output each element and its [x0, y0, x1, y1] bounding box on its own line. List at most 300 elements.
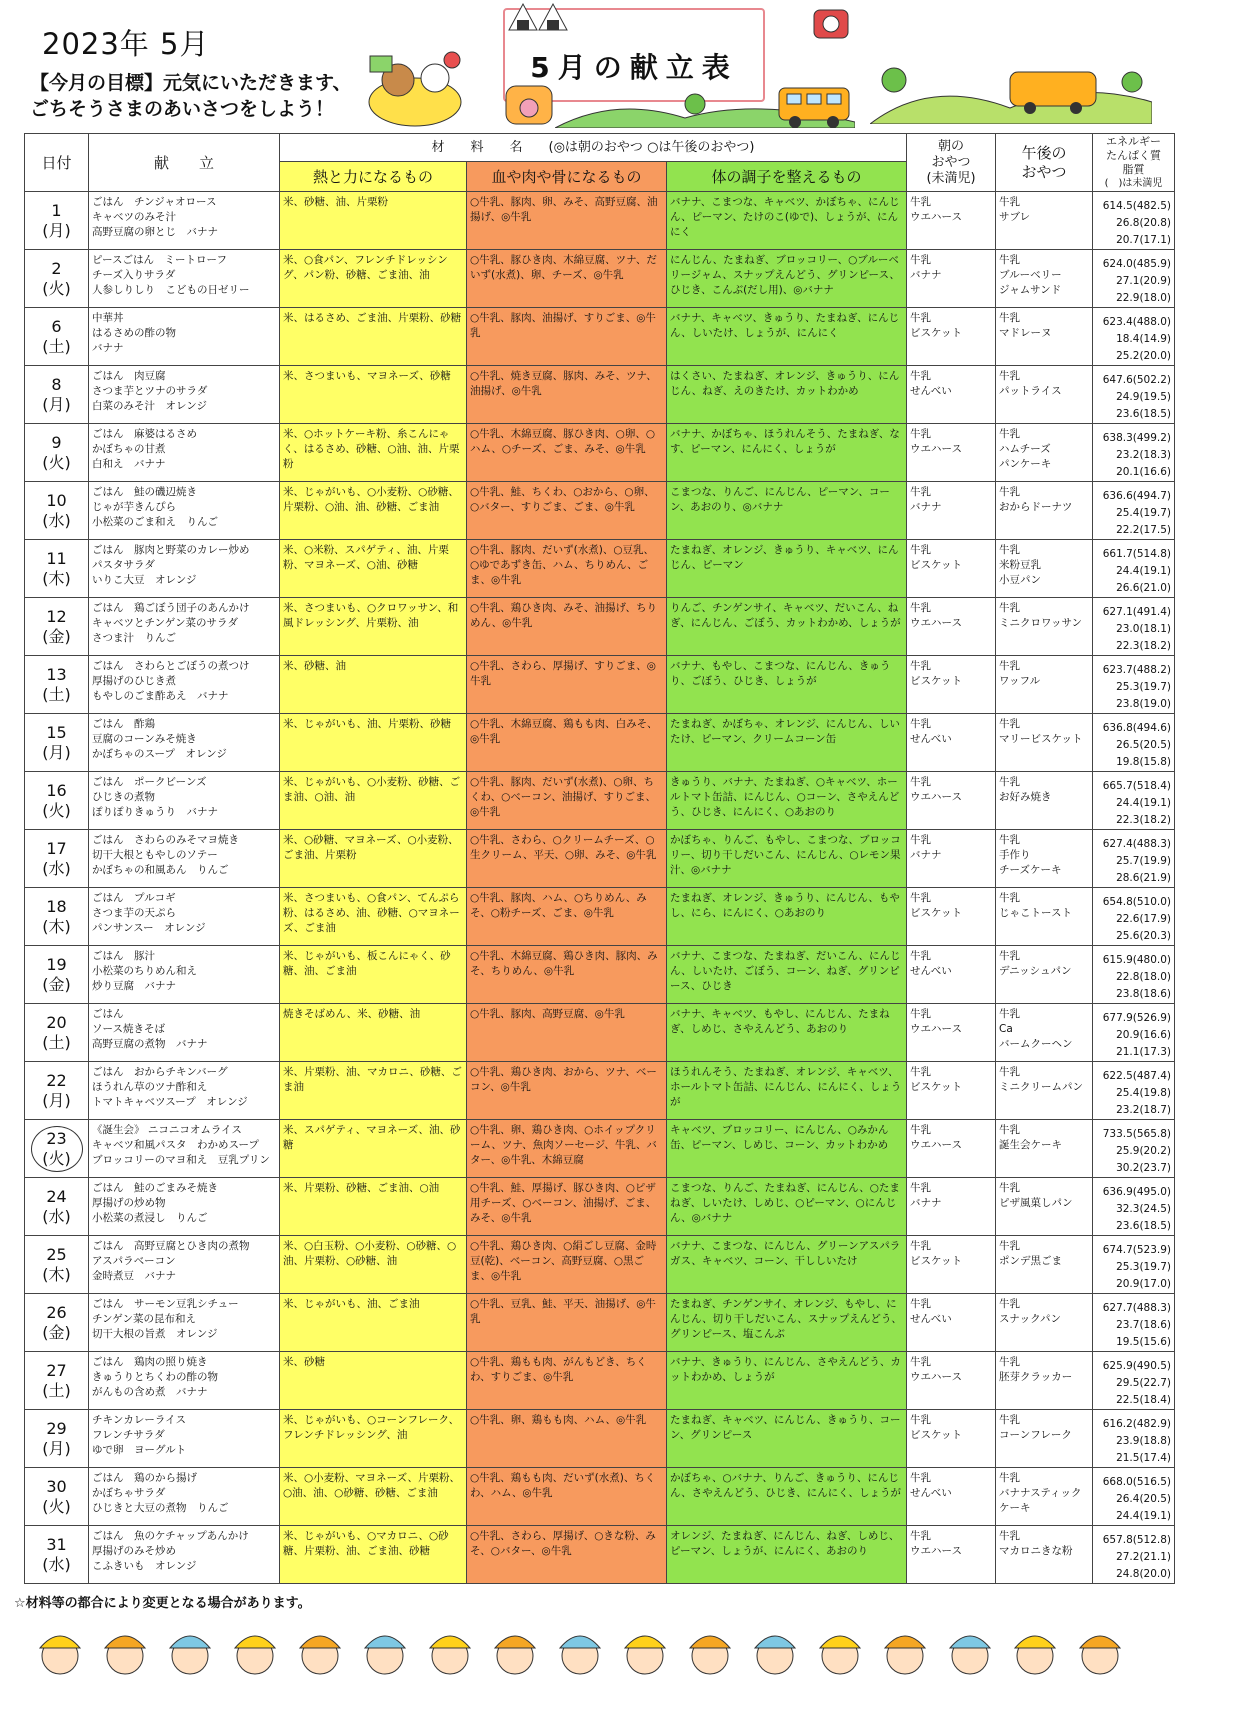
- menu-item: キャベツとチンゲン菜のサラダ: [92, 617, 238, 629]
- menu-item: 白和え バナナ: [92, 458, 166, 470]
- menu-cell: [89, 540, 280, 598]
- menu-cell: [89, 424, 280, 482]
- morning-snack-cell: [907, 772, 996, 830]
- energy-foods-cell: 米、じゃがいも、○コーンフレーク、フレンチドレッシング、油: [280, 1410, 467, 1468]
- energy-foods-cell: 焼きそばめん、米、砂糖、油: [280, 1004, 467, 1062]
- menu-cell: [89, 946, 280, 1004]
- day-number: 9: [51, 432, 62, 452]
- day-of-week: (月): [42, 220, 71, 240]
- body-building-foods-cell: ○牛乳、豚肉、油揚げ、すりごま、◎牛乳: [467, 308, 667, 366]
- morning-snack-cell: [907, 1468, 996, 1526]
- nutrition-cell: [1093, 1236, 1175, 1294]
- afternoon-snack-cell: [996, 598, 1093, 656]
- menu-cell: [89, 1004, 280, 1062]
- snack-item: チーズケーキ: [999, 864, 1062, 876]
- snack-item: 牛乳: [999, 1472, 1021, 1484]
- morning-snack-cell: [907, 308, 996, 366]
- day-of-week: (木): [42, 1264, 71, 1284]
- fat-value: 22.5(18.4): [1116, 1394, 1172, 1406]
- regulating-foods-cell: バナナ、キャベツ、きゅうり、たまねぎ、にんじん、しいたけ、しょうが、にんにく: [667, 308, 907, 366]
- energy-value: 661.7(514.8): [1102, 548, 1172, 560]
- kid-hat-icon: [40, 1636, 80, 1648]
- fat-value: 23.6(18.5): [1116, 408, 1172, 420]
- day-number: 16: [46, 780, 67, 800]
- menu-item: 炒り豆腐 バナナ: [92, 980, 176, 992]
- snack-item: バナナ: [910, 501, 942, 513]
- energy-value: 668.0(516.5): [1102, 1476, 1172, 1488]
- snack-item: ウエハース: [910, 617, 962, 629]
- day-number: 22: [46, 1070, 67, 1090]
- menu-item: 厚揚げの炒め物: [92, 1197, 166, 1209]
- nutrition-cell: [1093, 1062, 1175, 1120]
- day-of-week: (土): [42, 336, 71, 356]
- morning-snack-cell: [907, 946, 996, 1004]
- day-of-week: (火): [42, 1148, 71, 1168]
- kid-hat-icon: [365, 1636, 405, 1648]
- day-of-week: (月): [42, 1090, 71, 1110]
- menu-item: きゅうりとちくわの酢の物: [92, 1371, 218, 1383]
- regulating-foods-cell: かぼちゃ、りんご、もやし、こまつな、ブロッコリー、切り干しだいこん、にんじん、○レモン果汁、◎バナナ: [667, 830, 907, 888]
- banner-title: 5月の献立表: [530, 51, 738, 84]
- snack-item: 牛乳: [999, 892, 1021, 904]
- day-of-week: (土): [42, 1032, 71, 1052]
- table-row: [25, 888, 1175, 946]
- menu-cell: [89, 656, 280, 714]
- morning-line-1: 朝の: [938, 138, 965, 154]
- protein-value: 24.4(19.1): [1116, 797, 1172, 809]
- snack-item: ビスケット: [910, 1429, 962, 1441]
- kids-border-illustration: [30, 1622, 1160, 1682]
- day-of-week: (月): [42, 742, 71, 762]
- snack-item: マカロニきな粉: [999, 1545, 1073, 1557]
- nutrition-cell: [1093, 772, 1175, 830]
- day-number: 25: [46, 1244, 67, 1264]
- nutrition-cell: [1093, 424, 1175, 482]
- protein-value: 32.3(24.5): [1116, 1203, 1172, 1215]
- snack-item: スナックパン: [999, 1313, 1061, 1325]
- body-building-foods-cell: ○牛乳、豆乳、鮭、平天、油揚げ、◎牛乳: [467, 1294, 667, 1352]
- body-building-foods-cell: ○牛乳、鮭、ちくわ、○おから、○卵、○バター、すりごま、ごま、◎牛乳: [467, 482, 667, 540]
- menu-item: キャベツのみそ汁: [92, 211, 176, 223]
- date-cell: [25, 540, 89, 598]
- energy-value: 623.7(488.2): [1102, 664, 1172, 676]
- afternoon-snack-cell: [996, 714, 1093, 772]
- afternoon-snack-cell: [996, 424, 1093, 482]
- date-cell: [25, 830, 89, 888]
- protein-value: 25.3(19.7): [1116, 1261, 1172, 1273]
- menu-item: ごはん: [92, 1008, 124, 1020]
- date-cell: [25, 1120, 89, 1178]
- energy-value: 615.9(480.0): [1102, 954, 1172, 966]
- day-number: 30: [46, 1476, 67, 1496]
- body-building-foods-cell: ○牛乳、さわら、厚揚げ、すりごま、◎牛乳: [467, 656, 667, 714]
- kid-hat-icon: [300, 1636, 340, 1648]
- morning-snack-cell: [907, 598, 996, 656]
- fat-value: 23.2(18.7): [1116, 1104, 1172, 1116]
- rice-ball-icon: [505, 0, 575, 34]
- snack-item: ビスケット: [910, 675, 962, 687]
- protein-value: 26.8(20.8): [1116, 217, 1172, 229]
- bag-icon: [808, 0, 854, 42]
- body-building-foods-cell: ○牛乳、鶏ひき肉、○絹ごし豆腐、金時豆(乾)、ベーコン、高野豆腐、○黒ごま、◎牛乳: [467, 1236, 667, 1294]
- morning-snack-cell: [907, 888, 996, 946]
- date-cell: [25, 1004, 89, 1062]
- regulating-foods-cell: こまつな、りんご、たまねぎ、にんじん、○たまねぎ、しいたけ、しめじ、○ピーマン、○にんじん、◎バナナ: [667, 1178, 907, 1236]
- date-cell: [25, 192, 89, 250]
- kid-hat-icon: [105, 1636, 145, 1648]
- regulating-foods-cell: きゅうり、バナナ、たまねぎ、○キャベツ、ホールトマト缶詰、にんじん、○コーン、さやえんどう、ひじき、にんにく、○あおのり: [667, 772, 907, 830]
- morning-snack-cell: [907, 830, 996, 888]
- snack-item: Ca: [999, 1023, 1013, 1035]
- protein-value: 24.4(19.1): [1116, 565, 1172, 577]
- snack-item: 牛乳: [999, 1124, 1021, 1136]
- kid-hat-icon: [1080, 1636, 1120, 1648]
- fat-value: 21.1(17.3): [1116, 1046, 1172, 1058]
- snack-item: 牛乳: [910, 1298, 932, 1310]
- energy-value: 622.5(487.4): [1102, 1070, 1172, 1082]
- nutrition-cell: [1093, 1468, 1175, 1526]
- menu-item: パンサンスー オレンジ: [92, 922, 206, 934]
- regulating-foods-cell: たまねぎ、キャベツ、にんじん、きゅうり、コーン、グリンピース: [667, 1410, 907, 1468]
- protein-value: 23.7(18.6): [1116, 1319, 1172, 1331]
- date-cell: [25, 714, 89, 772]
- menu-item: ほうれん草のツナ酢和え: [92, 1081, 208, 1093]
- menu-table: [24, 133, 1175, 1584]
- snack-item: 牛乳: [910, 1240, 932, 1252]
- regulating-foods-cell: こまつな、りんご、にんじん、ピーマン、コーン、あおのり、◎バナナ: [667, 482, 907, 540]
- date-cell: [25, 888, 89, 946]
- day-of-week: (火): [42, 452, 71, 472]
- date-cell: [25, 1410, 89, 1468]
- morning-snack-cell: [907, 1294, 996, 1352]
- snack-item: ウエハース: [910, 1371, 962, 1383]
- morning-snack-cell: [907, 1352, 996, 1410]
- afternoon-snack-cell: [996, 1352, 1093, 1410]
- header-yellow-group: 熱と力になるもの: [280, 162, 467, 192]
- fat-value: 23.6(18.5): [1116, 1220, 1172, 1232]
- protein-value: 25.9(20.2): [1116, 1145, 1172, 1157]
- menu-item: 金時煮豆 バナナ: [92, 1270, 176, 1282]
- menu-item: かぼちゃの和風あん りんご: [92, 864, 229, 876]
- snack-item: 牛乳: [999, 1240, 1021, 1252]
- day-of-week: (水): [42, 1554, 71, 1574]
- nutrition-cell: [1093, 1178, 1175, 1236]
- kid-hat-icon: [625, 1636, 665, 1648]
- menu-cell: [89, 1468, 280, 1526]
- energy-value: 677.9(526.9): [1102, 1012, 1172, 1024]
- nutrition-cell: [1093, 1526, 1175, 1584]
- energy-foods-cell: 米、さつまいも、マヨネーズ、砂糖: [280, 366, 467, 424]
- afternoon-snack-cell: [996, 1410, 1093, 1468]
- kid-hat-icon: [495, 1636, 535, 1648]
- table-row: [25, 1352, 1175, 1410]
- snack-item: せんべい: [910, 733, 952, 745]
- protein-value: 25.3(19.7): [1116, 681, 1172, 693]
- snack-item: ワッフル: [999, 675, 1041, 687]
- day-number: 6: [51, 316, 62, 336]
- snack-item: 牛乳: [910, 1124, 932, 1136]
- afternoon-snack-cell: [996, 540, 1093, 598]
- afternoon-snack-cell: [996, 830, 1093, 888]
- snack-item: 牛乳: [999, 486, 1021, 498]
- snack-item: ウエハース: [910, 1139, 962, 1151]
- menu-item: フレンチサラダ: [92, 1429, 165, 1441]
- menu-item: 小松菜のごま和え りんご: [92, 516, 218, 528]
- body-building-foods-cell: ○牛乳、豚肉、卵、みそ、高野豆腐、油揚げ、◎牛乳: [467, 192, 667, 250]
- date-cell: [25, 424, 89, 482]
- regulating-foods-cell: オレンジ、たまねぎ、にんじん、ねぎ、しめじ、ピーマン、しょうが、にんにく、あおのり: [667, 1526, 907, 1584]
- snack-item: お好み焼き: [999, 791, 1052, 803]
- fat-value: 24.4(19.1): [1116, 1510, 1172, 1522]
- menu-item: ごはん 鶏ごぼう団子のあんかけ: [92, 602, 250, 614]
- afternoon-line-1: 午後の: [1021, 143, 1067, 162]
- energy-foods-cell: 米、じゃがいも、板こんにゃく、砂糖、油、ごま油: [280, 946, 467, 1004]
- kid-hat-icon: [1015, 1636, 1055, 1648]
- table-row: [25, 1062, 1175, 1120]
- energy-foods-cell: 米、砂糖、油: [280, 656, 467, 714]
- menu-item: もやしのごま酢あえ バナナ: [92, 690, 229, 702]
- table-row: [25, 1178, 1175, 1236]
- nutrition-cell: [1093, 192, 1175, 250]
- afternoon-snack-cell: [996, 1178, 1093, 1236]
- snack-item: ケーキ: [999, 1502, 1031, 1514]
- afternoon-snack-cell: [996, 1526, 1093, 1584]
- menu-item: 《誕生会》 ニコニコオムライス: [92, 1124, 242, 1136]
- nutrition-cell: [1093, 598, 1175, 656]
- energy-value: 627.4(488.3): [1102, 838, 1172, 850]
- snack-item: バームクーヘン: [999, 1038, 1073, 1050]
- snack-item: ウエハース: [910, 791, 962, 803]
- snack-item: ウエハース: [910, 443, 962, 455]
- snack-item: ビスケット: [910, 1081, 962, 1093]
- afternoon-snack-cell: [996, 1236, 1093, 1294]
- body-building-foods-cell: ○牛乳、豚肉、だいず(水煮)、○卵、ちくわ、○ベーコン、油揚げ、すりごま、◎牛乳: [467, 772, 667, 830]
- snack-item: 牛乳: [910, 950, 932, 962]
- fat-value: 19.8(15.8): [1116, 756, 1172, 768]
- energy-foods-cell: 米、○白玉粉、○小麦粉、○砂糖、○油、片栗粉、○砂糖、油: [280, 1236, 467, 1294]
- energy-line-3: 脂質: [1122, 162, 1145, 176]
- energy-value: 623.4(488.0): [1102, 316, 1172, 328]
- header-ingredients: 材 料 名 (◎は朝のおやつ ○は午後のおやつ): [280, 134, 907, 162]
- nutrition-cell: [1093, 250, 1175, 308]
- menu-item: じゃが芋きんぴら: [92, 501, 176, 513]
- table-row: [25, 830, 1175, 888]
- birthday-circle: [31, 1126, 83, 1172]
- kid-hat-icon: [885, 1636, 925, 1648]
- day-number: 19: [46, 954, 67, 974]
- day-number: 17: [46, 838, 67, 858]
- snack-item: パットライス: [999, 385, 1062, 397]
- day-of-week: (月): [42, 1438, 71, 1458]
- fat-value: 22.9(18.0): [1116, 292, 1172, 304]
- snack-item: おからドーナツ: [999, 501, 1073, 513]
- snack-item: コーンフレーク: [999, 1429, 1072, 1441]
- table-row: [25, 192, 1175, 250]
- protein-value: 20.9(16.6): [1116, 1029, 1172, 1041]
- menu-cell: [89, 308, 280, 366]
- protein-value: 26.5(20.5): [1116, 739, 1172, 751]
- energy-value: 636.8(494.6): [1102, 722, 1172, 734]
- day-number: 18: [46, 896, 67, 916]
- afternoon-snack-cell: [996, 192, 1093, 250]
- morning-snack-cell: [907, 1236, 996, 1294]
- fat-value: 20.9(17.0): [1116, 1278, 1172, 1290]
- regulating-foods-cell: バナナ、こまつな、たまねぎ、だいこん、にんじん、しいたけ、ごぼう、コーン、ねぎ、グリンピース、ひじき: [667, 946, 907, 1004]
- menu-item: ごはん 高野豆腐とひき肉の煮物: [92, 1240, 250, 1252]
- menu-cell: [89, 192, 280, 250]
- day-of-week: (水): [42, 1206, 71, 1226]
- monthly-goal: [30, 70, 351, 122]
- snack-item: 牛乳: [999, 602, 1021, 614]
- energy-foods-cell: 米、○小麦粉、マヨネーズ、片栗粉、○油、油、○砂糖、砂糖、ごま油: [280, 1468, 467, 1526]
- table-row: [25, 656, 1175, 714]
- fat-value: 26.6(21.0): [1116, 582, 1172, 594]
- energy-foods-cell: 米、じゃがいも、油、ごま油: [280, 1294, 467, 1352]
- body-building-foods-cell: ○牛乳、木綿豆腐、鶏もも肉、白みそ、◎牛乳: [467, 714, 667, 772]
- menu-item: ブロッコリーのマヨ和え 豆乳プリン: [92, 1154, 270, 1166]
- snack-item: 牛乳: [999, 660, 1021, 672]
- day-number: 27: [46, 1360, 67, 1380]
- snack-item: 牛乳: [910, 602, 932, 614]
- kids-cooking-illustration: [360, 42, 470, 130]
- energy-value: 627.1(491.4): [1102, 606, 1172, 618]
- snack-item: 牛乳: [910, 312, 932, 324]
- body-building-foods-cell: ○牛乳、焼き豆腐、豚肉、みそ、ツナ、油揚げ、◎牛乳: [467, 366, 667, 424]
- morning-snack-cell: [907, 656, 996, 714]
- table-row: [25, 1294, 1175, 1352]
- snack-item: ハムチーズ: [999, 443, 1051, 455]
- snack-item: せんべい: [910, 1313, 952, 1325]
- morning-snack-cell: [907, 540, 996, 598]
- date-cell: [25, 1352, 89, 1410]
- energy-value: 627.7(488.3): [1102, 1302, 1172, 1314]
- day-of-week: (水): [42, 858, 71, 878]
- body-building-foods-cell: ○牛乳、豚肉、ハム、○ちりめん、みそ、○粉チーズ、ごま、◎牛乳: [467, 888, 667, 946]
- snack-item: 牛乳: [910, 1414, 932, 1426]
- nutrition-cell: [1093, 366, 1175, 424]
- day-of-week: (土): [42, 684, 71, 704]
- morning-snack-cell: [907, 1062, 996, 1120]
- energy-value: 638.3(499.2): [1102, 432, 1172, 444]
- protein-value: 27.2(21.1): [1116, 1551, 1172, 1563]
- menu-item: 中華丼: [92, 312, 124, 324]
- table-row: [25, 424, 1175, 482]
- snack-item: 牛乳: [910, 1356, 932, 1368]
- regulating-foods-cell: バナナ、もやし、こまつな、にんじん、きゅうり、ごぼう、ひじき、しょうが: [667, 656, 907, 714]
- header-menu: 献 立: [89, 134, 280, 192]
- body-building-foods-cell: ○牛乳、鶏もも肉、がんもどき、ちくわ、すりごま、◎牛乳: [467, 1352, 667, 1410]
- menu-cell: [89, 772, 280, 830]
- nutrition-cell: [1093, 482, 1175, 540]
- menu-item: ごはん さわらとごぼうの煮つけ: [92, 660, 250, 672]
- energy-value: 733.5(565.8): [1102, 1128, 1172, 1140]
- menu-cell: [89, 482, 280, 540]
- protein-value: 23.2(18.3): [1116, 449, 1172, 461]
- kid-hat-icon: [755, 1636, 795, 1648]
- energy-foods-cell: 米、じゃがいも、○小麦粉、砂糖、ごま油、○油、油: [280, 772, 467, 830]
- snack-item: 米粉豆乳: [999, 559, 1042, 571]
- energy-foods-cell: 米、じゃがいも、油、片栗粉、砂糖: [280, 714, 467, 772]
- table-row: [25, 598, 1175, 656]
- afternoon-snack-cell: [996, 1294, 1093, 1352]
- snack-item: ウエハース: [910, 1023, 962, 1035]
- energy-foods-cell: 米、さつまいも、○クロワッサン、和風ドレッシング、片栗粉、油: [280, 598, 467, 656]
- snack-item: 牛乳: [910, 254, 932, 266]
- nutrition-cell: [1093, 656, 1175, 714]
- morning-snack-cell: [907, 1004, 996, 1062]
- menu-item: 小松菜の煮浸し りんご: [92, 1212, 208, 1224]
- menu-item: さつま汁 りんご: [92, 632, 176, 644]
- menu-item: さつま芋とツナのサラダ: [92, 385, 208, 397]
- snack-item: 牛乳: [910, 1472, 932, 1484]
- snack-item: 牛乳: [999, 776, 1021, 788]
- snack-item: 牛乳: [999, 718, 1021, 730]
- energy-foods-cell: 米、スパゲティ、マヨネーズ、油、砂糖: [280, 1120, 467, 1178]
- kid-hat-icon: [430, 1636, 470, 1648]
- morning-snack-cell: [907, 1178, 996, 1236]
- menu-item: かぼちゃサラダ: [92, 1487, 166, 1499]
- table-row: [25, 250, 1175, 308]
- menu-item: かぼちゃのスープ オレンジ: [92, 748, 227, 760]
- date-cell: [25, 1236, 89, 1294]
- snack-item: サブレ: [999, 211, 1031, 223]
- date-cell: [25, 946, 89, 1004]
- snack-item: ブルーベリー: [999, 269, 1062, 281]
- body-building-foods-cell: ○牛乳、卵、鶏ひき肉、○ホイップクリーム、ツナ、魚肉ソーセージ、牛乳、バター、◎牛乳、木綿豆腐: [467, 1120, 667, 1178]
- nutrition-cell: [1093, 888, 1175, 946]
- table-row: [25, 1236, 1175, 1294]
- body-building-foods-cell: ○牛乳、さわら、厚揚げ、○きな粉、みそ、○バター、◎牛乳: [467, 1526, 667, 1584]
- nutrition-cell: [1093, 308, 1175, 366]
- menu-item: ごはん 酢鶏: [92, 718, 155, 730]
- table-row: [25, 1526, 1175, 1584]
- snack-item: せんべい: [910, 385, 952, 397]
- morning-snack-cell: [907, 714, 996, 772]
- protein-value: 25.4(19.7): [1116, 507, 1172, 519]
- snack-item: 牛乳: [910, 428, 932, 440]
- regulating-foods-cell: たまねぎ、オレンジ、きゅうり、にんじん、もやし、にら、にんにく、○あおのり: [667, 888, 907, 946]
- date-cell: [25, 308, 89, 366]
- table-row: [25, 482, 1175, 540]
- snack-item: ピザ風菓しパン: [999, 1197, 1073, 1209]
- regulating-foods-cell: たまねぎ、オレンジ、きゅうり、キャベツ、にんじん、ピーマン: [667, 540, 907, 598]
- year-month: 2023年 5月: [42, 27, 210, 61]
- body-building-foods-cell: ○牛乳、鶏ひき肉、おから、ツナ、ベーコン、◎牛乳: [467, 1062, 667, 1120]
- snack-item: 牛乳: [910, 544, 932, 556]
- header-morning-snack: [907, 134, 996, 192]
- snack-item: ビスケット: [910, 907, 962, 919]
- snack-item: ウエハース: [910, 211, 962, 223]
- protein-value: 18.4(14.9): [1116, 333, 1172, 345]
- day-number: 11: [46, 548, 67, 568]
- date-cell: [25, 656, 89, 714]
- nutrition-cell: [1093, 946, 1175, 1004]
- day-of-week: (月): [42, 394, 71, 414]
- afternoon-snack-cell: [996, 946, 1093, 1004]
- day-of-week: (火): [42, 800, 71, 820]
- regulating-foods-cell: バナナ、こまつな、キャベツ、かぼちゃ、にんじん、ピーマン、たけのこ(ゆで)、しょうが、にんにく: [667, 192, 907, 250]
- energy-foods-cell: 米、○食パン、フレンチドレッシング、パン粉、砂糖、ごま油、油: [280, 250, 467, 308]
- energy-value: 614.5(482.5): [1102, 200, 1172, 212]
- energy-foods-cell: 米、さつまいも、○食パン、てんぷら粉、はるさめ、油、砂糖、○マヨネーズ、ごま油: [280, 888, 467, 946]
- snack-item: ビスケット: [910, 327, 962, 339]
- header-date: 日付: [25, 134, 89, 192]
- menu-item: ひじきの煮物: [92, 791, 155, 803]
- table-row: [25, 540, 1175, 598]
- kid-hat-icon: [690, 1636, 730, 1648]
- menu-item: 切干大根ともやしのソテー: [92, 849, 218, 861]
- fat-value: 28.6(21.9): [1116, 872, 1172, 884]
